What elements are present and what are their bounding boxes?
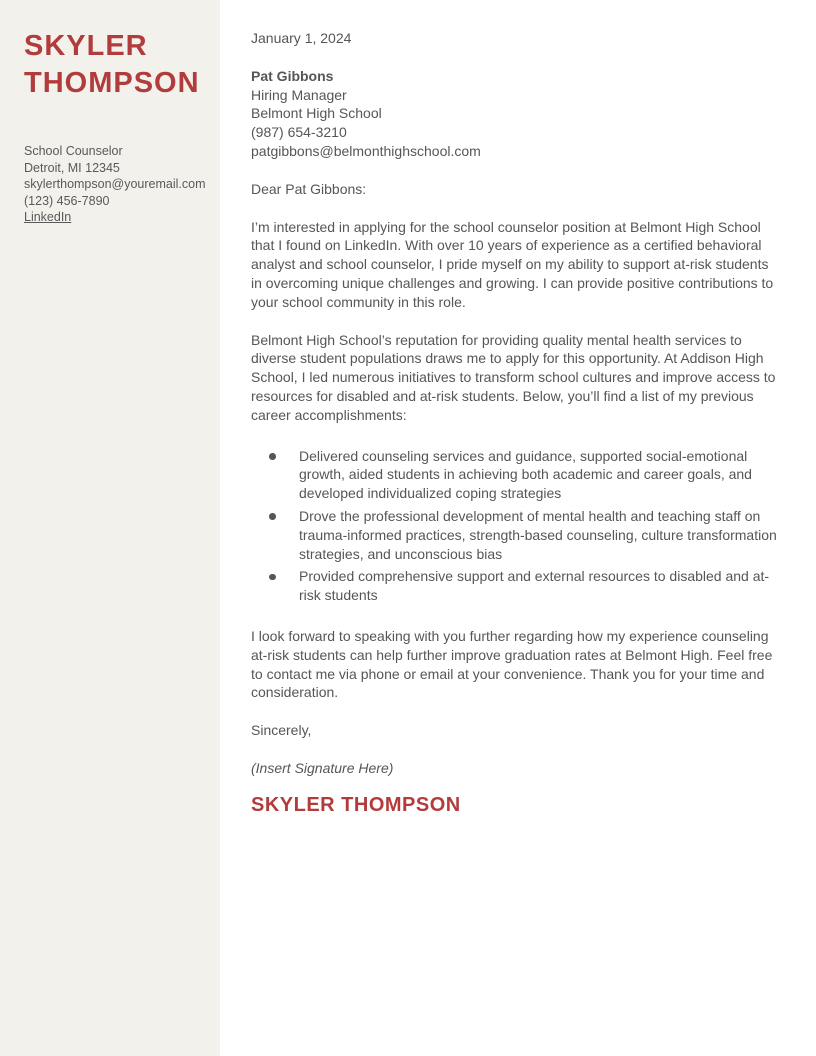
- list-item: Provided comprehensive support and external resources to disabled and at-risk students: [251, 567, 781, 605]
- recipient-email: patgibbons@belmonthighschool.com: [251, 142, 481, 159]
- linkedin-link[interactable]: LinkedIn: [24, 210, 72, 224]
- paragraph-experience: Belmont High School’s reputation for providing quality mental health services to diverse student populations draws me to apply for this opportunity. At Addison High School, I led numerous initiatives to transform school cultures and improve access to resources for disabled and at-risk students. Below, you’ll find a list of my previous career accomplishments:: [251, 331, 776, 423]
- contact-email: skylerthompson@youremail.com: [24, 177, 206, 191]
- recipient-title: Hiring Manager: [251, 86, 347, 103]
- accomplishments-list: [251, 447, 781, 605]
- list-item: Drove the professional development of mental health and teaching staff on trauma-informed practices, strength-based counseling, culture transformation strategies, and unconscious bias: [251, 507, 781, 563]
- list-item: Delivered counseling services and guidance, supported social-emotional growth, aided students in achieving both academic and career goals, and developed individualized coping strategies: [251, 447, 781, 503]
- sidebar: [0, 0, 220, 1056]
- sign-off: Sincerely,: [251, 722, 312, 739]
- contact-phone: (123) 456-7890: [24, 193, 110, 208]
- contact-info: [24, 143, 206, 225]
- signature-name: SKYLER THOMPSON: [251, 793, 461, 816]
- applicant-name-line1: SKYLER: [24, 30, 148, 62]
- applicant-name: [24, 28, 206, 102]
- letter-body: [220, 0, 816, 1056]
- applicant-name-line2: THOMPSON: [24, 67, 200, 99]
- contact-location: Detroit, MI 12345: [24, 160, 120, 175]
- contact-job-title: School Counselor: [24, 144, 123, 158]
- recipient-block: [251, 67, 781, 161]
- salutation: Dear Pat Gibbons:: [251, 180, 367, 197]
- signature-placeholder: (Insert Signature Here): [251, 759, 394, 776]
- paragraph-intro: I’m interested in applying for the school counselor position at Belmont High School that I found on LinkedIn. With over 10 years of experience as a certified behavioral analyst and school counselor, I pride myself on my ability to support at-risk students in overcoming unique challenges and growing. I can provide positive contributions to your school community in this role.: [251, 218, 774, 310]
- paragraph-closing: I look forward to speaking with you further regarding how my experience counseling at-risk students can help further improve graduation rates at Belmont High. Feel free to contact me via phone or email at your convenience. Thank you for your time and consideration.: [251, 627, 773, 701]
- recipient-organization: Belmont High School: [251, 105, 382, 122]
- letter-date: January 1, 2024: [251, 30, 352, 46]
- recipient-phone: (987) 654-3210: [251, 124, 347, 141]
- recipient-name: Pat Gibbons: [251, 67, 334, 84]
